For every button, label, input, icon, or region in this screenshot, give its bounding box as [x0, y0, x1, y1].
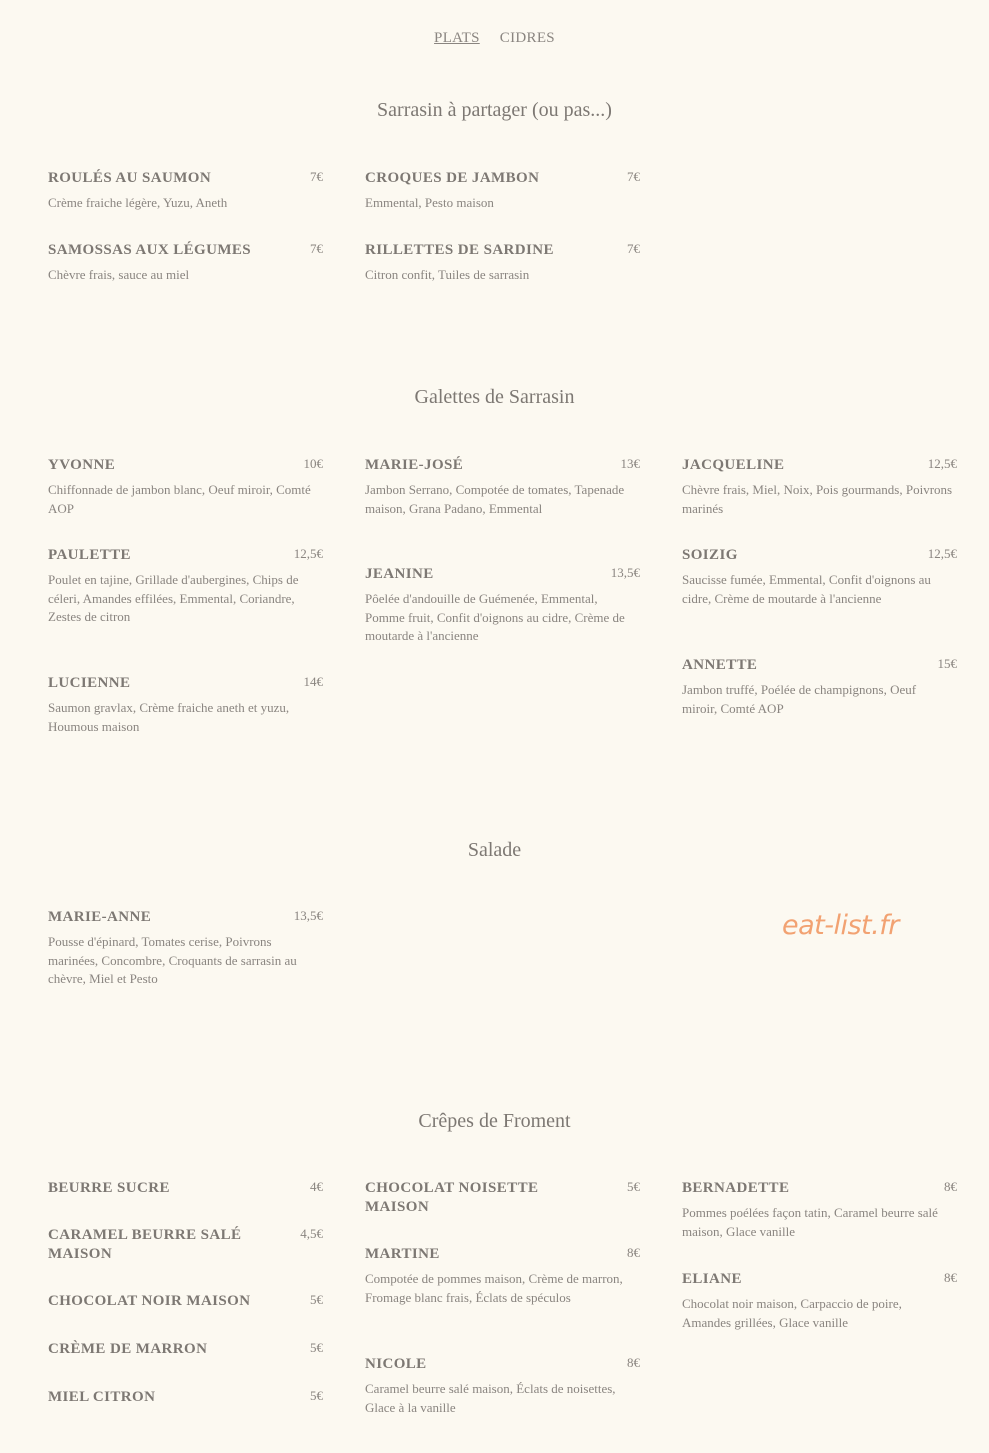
item-name: ELIANE: [682, 1271, 742, 1287]
item-description: Pôelée d'andouille de Guémenée, Emmental, Pomme fruit, Confit d'oignons au cidre, Crème de moutarde à l'ancienne: [365, 591, 625, 644]
item-description: Chèvre frais, sauce au miel: [48, 267, 190, 282]
item-description: Compotée de pommes maison, Crème de marron, Fromage blanc frais, Éclats de spéculos: [365, 1271, 623, 1305]
item-price: 10€: [303, 456, 323, 471]
menu-item: [48, 456, 323, 518]
item-name: ANNETTE: [682, 657, 758, 673]
item-name: RILLETTES DE SARDINE: [365, 242, 554, 258]
menu-item: [48, 546, 323, 627]
menu-item: [48, 1179, 323, 1198]
item-price: 5€: [310, 1388, 323, 1403]
item-price: 13,5€: [610, 565, 640, 580]
item-description: Saucisse fumée, Emmental, Confit d'oignons au cidre, Crème de moutarde à l'ancienne: [682, 572, 931, 606]
item-name: SOIZIG: [682, 547, 738, 563]
item-name: SAMOSSAS AUX LÉGUMES: [48, 242, 252, 258]
item-name: PAULETTE: [48, 547, 131, 563]
item-description: Citron confit, Tuiles de sarrasin: [365, 267, 530, 282]
item-price: 7€: [310, 169, 323, 184]
item-price: 7€: [627, 169, 640, 184]
item-description: Jambon truffé, Poélée de champignons, Oeuf miroir, Comté AOP: [682, 682, 917, 716]
item-name: CRÈME DE MARRON: [48, 1341, 208, 1357]
item-price: 13,5€: [293, 908, 323, 923]
item-description: Jambon Serrano, Compotée de tomates, Tapenade maison, Grana Padano, Emmental: [365, 482, 625, 516]
item-price: 8€: [627, 1245, 640, 1260]
item-name: CROQUES DE JAMBON: [365, 170, 540, 186]
menu-item: [365, 456, 640, 518]
item-description: Emmental, Pesto maison: [365, 195, 494, 210]
menu-item: [365, 169, 640, 213]
item-name: MARTINE: [365, 1246, 440, 1262]
menu-item: [48, 908, 323, 989]
menu-item: [682, 546, 957, 608]
menu-item: [682, 456, 957, 518]
item-price: 13€: [620, 456, 640, 471]
item-name: MARIE-JOSÉ: [365, 457, 464, 473]
item-name: BERNADETTE: [682, 1180, 790, 1196]
menu-item: [48, 1388, 323, 1407]
menu-nav: [0, 30, 989, 47]
menu-item: [365, 1355, 640, 1417]
menu-item: [365, 1179, 640, 1217]
item-description: Crème fraiche légère, Yuzu, Aneth: [48, 195, 228, 210]
menu-item: [48, 674, 323, 736]
item-price: 12,5€: [927, 456, 957, 471]
menu-item: [682, 1179, 957, 1241]
section-title-crepes: Crêpes de Froment: [418, 1110, 571, 1132]
menu-item: [365, 1245, 640, 1307]
item-price: 7€: [627, 241, 640, 256]
item-name: MARIE-ANNE: [48, 909, 152, 925]
item-price: 8€: [627, 1355, 640, 1370]
menu-item: [48, 1340, 323, 1359]
item-name: ROULÉS AU SAUMON: [48, 170, 212, 186]
menu-item: [365, 565, 640, 646]
menu-item: [48, 1226, 323, 1264]
item-description: Chocolat noir maison, Carpaccio de poire, Amandes grillées, Glace vanille: [682, 1296, 902, 1330]
menu-item: [682, 1270, 957, 1332]
item-price: 15€: [937, 656, 957, 671]
item-price: 4€: [310, 1179, 323, 1194]
item-price: 4,5€: [300, 1226, 323, 1241]
item-description: Poulet en tajine, Grillade d'aubergines, Chips de céleri, Amandes effilées, Emmental, Coriandre, Zestes de citron: [48, 572, 299, 625]
item-name: JACQUELINE: [682, 457, 785, 473]
item-name: YVONNE: [48, 457, 116, 473]
nav-link-plats[interactable]: PLATS: [434, 30, 480, 46]
item-price: 14€: [303, 674, 323, 689]
menu-item: [365, 241, 640, 285]
item-price: 5€: [310, 1340, 323, 1355]
item-description: Chiffonnade de jambon blanc, Oeuf miroir, Comté AOP: [48, 482, 311, 516]
section-title-salade: Salade: [467, 839, 522, 861]
item-price: 12,5€: [927, 546, 957, 561]
menu-item: [682, 656, 957, 718]
item-name: NICOLE: [365, 1356, 427, 1372]
section-title-sarrasin-partager: Sarrasin à partager (ou pas...): [377, 99, 612, 121]
menu-item: [48, 1292, 323, 1311]
item-price: 12,5€: [293, 546, 323, 561]
item-price: 5€: [627, 1179, 640, 1194]
item-description: Caramel beurre salé maison, Éclats de noisettes, Glace à la vanille: [365, 1381, 616, 1415]
section-title-galettes: Galettes de Sarrasin: [414, 386, 575, 408]
item-description: Pousse d'épinard, Tomates cerise, Poivrons marinées, Concombre, Croquants de sarrasin au chèvre, Miel et Pesto: [48, 934, 297, 987]
item-price: 8€: [944, 1179, 957, 1194]
item-name: LUCIENNE: [48, 675, 131, 691]
item-name: CHOCOLAT NOISETTE MAISON: [365, 1180, 539, 1215]
item-name: MIEL CITRON: [48, 1389, 156, 1405]
menu-item: [48, 241, 323, 285]
item-name: CARAMEL BEURRE SALÉ MAISON: [48, 1227, 242, 1262]
watermark-logo: eat-list.fr: [782, 910, 899, 941]
item-price: 7€: [310, 241, 323, 256]
item-description: Pommes poélées façon tatin, Caramel beurre salé maison, Glace vanille: [682, 1205, 938, 1239]
item-name: JEANINE: [365, 566, 434, 582]
menu-item: [48, 169, 323, 213]
nav-link-cidres[interactable]: CIDRES: [499, 30, 555, 46]
item-price: 8€: [944, 1270, 957, 1285]
item-description: Chèvre frais, Miel, Noix, Pois gourmands, Poivrons marinés: [682, 482, 953, 516]
item-name: CHOCOLAT NOIR MAISON: [48, 1293, 251, 1309]
item-name: BEURRE SUCRE: [48, 1180, 170, 1196]
item-description: Saumon gravlax, Crème fraiche aneth et yuzu, Houmous maison: [48, 700, 290, 734]
item-price: 5€: [310, 1292, 323, 1307]
